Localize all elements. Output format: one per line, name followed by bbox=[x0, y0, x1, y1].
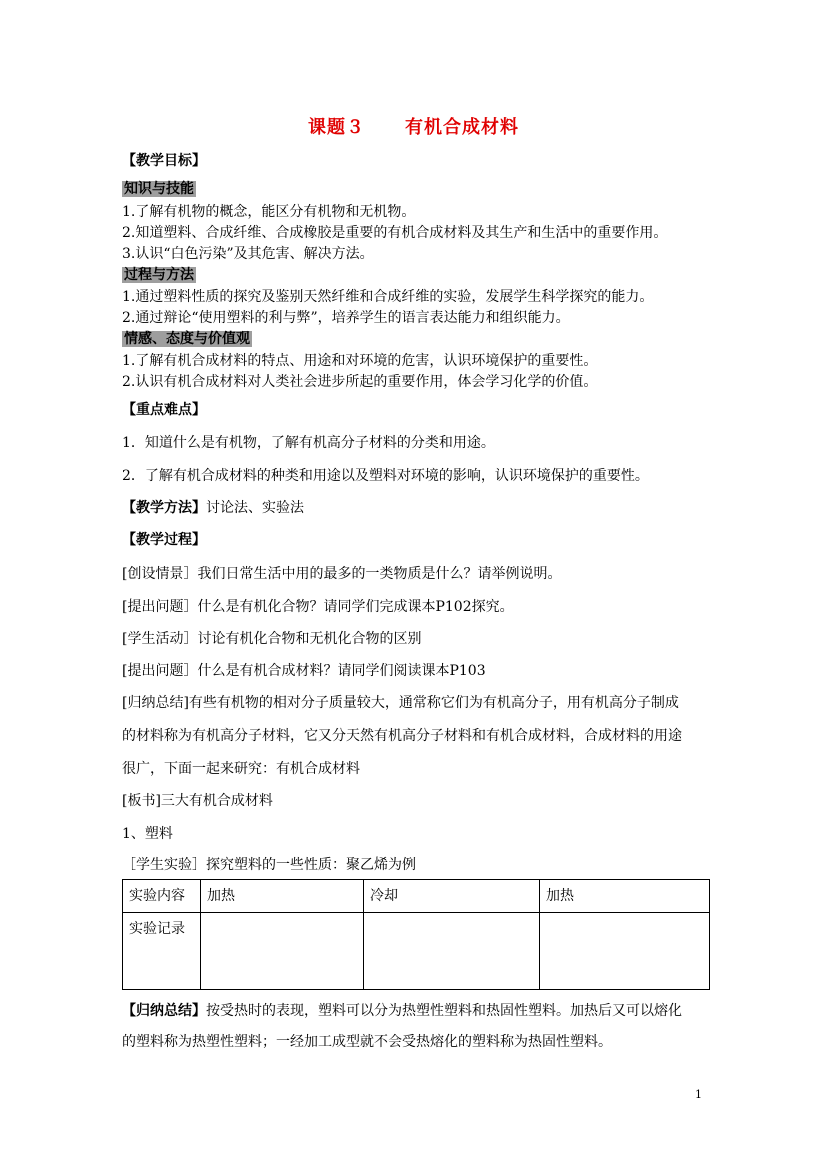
page-number: 1 bbox=[695, 1088, 702, 1101]
summary-label: 【归纳总结】 bbox=[122, 1003, 206, 1019]
process-line: [归纳总结]有些有机物的相对分子质量较大，通常称它们为有机高分子，用有机高分子制成 bbox=[122, 695, 679, 711]
emotion-item: 2.认识有机合成材料对人类社会进步所起的重要作用，体会学习化学的价值。 bbox=[122, 374, 598, 390]
process-heading: 【教学过程】 bbox=[122, 532, 206, 548]
key-points-heading: 【重点难点】 bbox=[122, 402, 206, 418]
process-method-label: 过程与方法 bbox=[124, 267, 194, 283]
key-point-item: 2．了解有机合成材料的种类和用途以及塑料对环境的影响，认识环境保护的重要性。 bbox=[122, 468, 649, 484]
process-method-item: 2.通过辩论“使用塑料的利与弊”，培养学生的语言表达能力和组织能力。 bbox=[122, 310, 570, 326]
table-cell: 实验记录 bbox=[123, 913, 201, 990]
methods-heading: 【教学方法】 bbox=[122, 500, 206, 516]
table-cell: 实验内容 bbox=[123, 880, 201, 913]
knowledge-label: 知识与技能 bbox=[124, 181, 194, 197]
summary-text: 按受热时的表现，塑料可以分为热塑性塑料和热固性塑料。加热后又可以熔化 bbox=[206, 1003, 682, 1019]
table-row bbox=[123, 913, 710, 990]
process-method-item: 1.通过塑料性质的探究及鉴别天然纤维和合成纤维的实验，发展学生科学探究的能力。 bbox=[122, 289, 654, 305]
knowledge-item: 2.知道塑料、合成纤维、合成橡胶是重要的有机合成材料及其生产和生活中的重要作用。 bbox=[122, 225, 668, 241]
title-number: 课题３ bbox=[308, 117, 365, 138]
process-line: 的材料称为有机高分子材料，它又分天然有机高分子材料和有机合成材料，合成材料的用途 bbox=[122, 728, 682, 744]
methods-text: 讨论法、实验法 bbox=[206, 500, 304, 516]
table-cell: 加热 bbox=[201, 880, 364, 913]
title-name: 有机合成材料 bbox=[405, 117, 519, 138]
experiment-table bbox=[122, 879, 710, 990]
knowledge-item: 1.了解有机物的概念，能区分有机物和无机物。 bbox=[122, 204, 416, 220]
table-row bbox=[123, 880, 710, 913]
process-line: ［学生实验］探究塑料的一些性质：聚乙烯为例 bbox=[122, 857, 416, 873]
table-cell: 加热 bbox=[540, 880, 710, 913]
process-line: 1、塑料 bbox=[122, 826, 173, 842]
process-line: [创设情景］我们日常生活中用的最多的一类物质是什么？请举例说明。 bbox=[122, 566, 562, 582]
process-line: [提出问题］什么是有机化合物？请同学们完成课本P102探究。 bbox=[122, 599, 514, 615]
emotion-item: 1.了解有机合成材料的特点、用途和对环境的危害，认识环境保护的重要性。 bbox=[122, 353, 598, 369]
emotion-label: 情感、态度与价值观 bbox=[124, 331, 250, 347]
process-line: [提出问题］什么是有机合成材料？请同学们阅读课本P103 bbox=[122, 663, 486, 679]
table-cell bbox=[540, 913, 710, 990]
summary-line: 的塑料称为热塑性塑料；一经加工成型就不会受热熔化的塑料称为热固性塑料。 bbox=[122, 1034, 612, 1050]
process-line: 很广，下面一起来研究：有机合成材料 bbox=[122, 761, 360, 777]
process-line: [学生活动］讨论有机化合物和无机化合物的区别 bbox=[122, 631, 422, 647]
process-line: [板书]三大有机合成材料 bbox=[122, 793, 273, 809]
page-title bbox=[0, 113, 827, 139]
table-cell bbox=[364, 913, 540, 990]
objectives-heading: 【教学目标】 bbox=[122, 153, 206, 169]
knowledge-item: 3.认识“白色污染”及其危害、解决方法。 bbox=[122, 246, 374, 262]
table-cell bbox=[201, 913, 364, 990]
table-cell: 冷却 bbox=[364, 880, 540, 913]
key-point-item: 1．知道什么是有机物，了解有机高分子材料的分类和用途。 bbox=[122, 435, 495, 451]
methods-line bbox=[122, 497, 304, 517]
summary-line bbox=[122, 1000, 682, 1020]
